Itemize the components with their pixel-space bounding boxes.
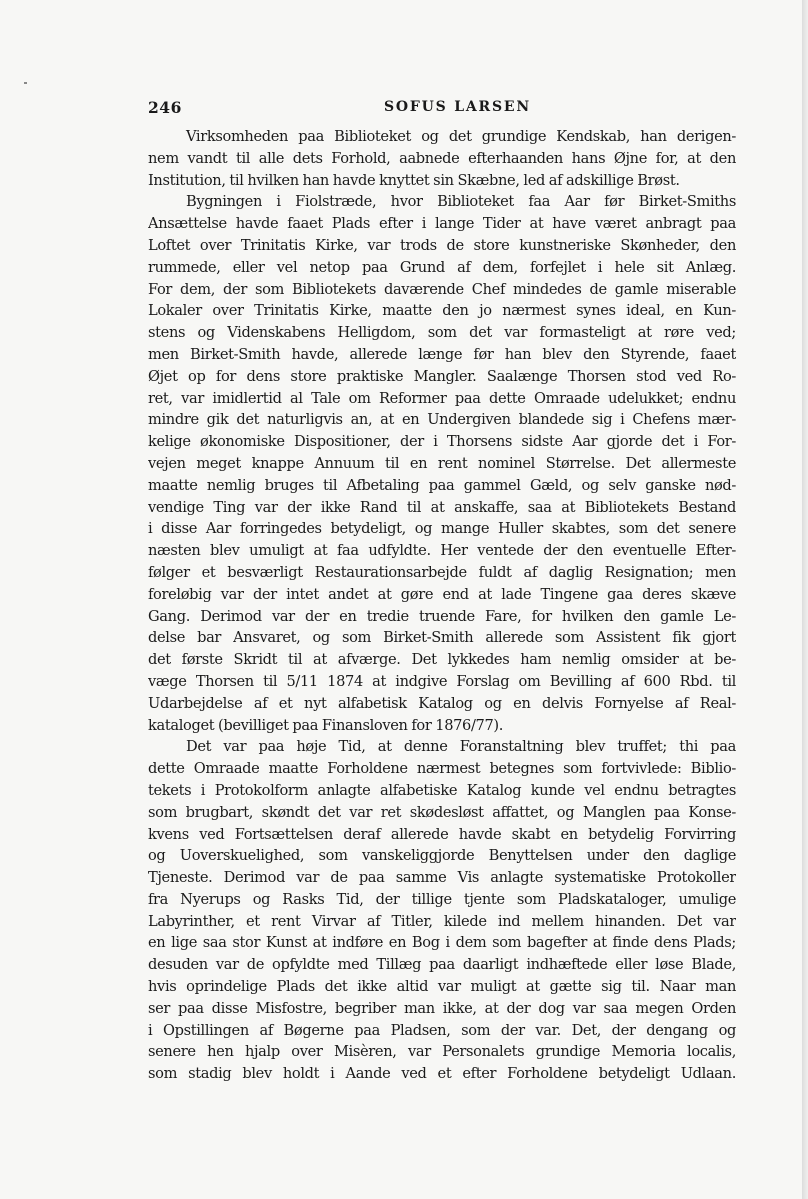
text-line: væge Thorsen til 5/11 1874 at indgive Forslag om Bevilling af 600 Rbd. til (148, 672, 736, 690)
running-head: SOFUS LARSEN (384, 99, 531, 115)
text-line: Virksomheden paa Biblioteket og det grundige Kendskab, han derigen- (186, 128, 736, 145)
text-line: i disse Aar forringedes betydeligt, og mange Huller skabtes, som det senere (148, 520, 736, 538)
text-line: kelige økonomiske Dispositioner, der i Thorsens sidste Aar gjorde det i For- (148, 433, 736, 451)
text-line: kataloget (bevilliget paa Finansloven for 1876/77). (148, 716, 504, 734)
text-line: og Uoverskuelighed, som vanskeliggjorde Benyttelsen under den daglige (148, 847, 736, 865)
page-edge (802, 0, 808, 1199)
text-line: Lokaler over Trinitatis Kirke, maatte den jo nærmest synes ideal, en Kun- (148, 302, 736, 320)
text-line: men Birket-Smith havde, allerede længe før han blev den Styrende, faaet (148, 345, 736, 363)
text-line: ret, var imidlertid al Tale om Reformer paa dette Omraade udelukket; endnu (148, 389, 736, 407)
text-line: vejen meget knappe Annuum til en rent nominel Størrelse. Det allermeste (148, 454, 736, 472)
text-line: Institution, til hvilken han havde knyttet sin Skæbne, led af adskillige Brøst. (148, 171, 680, 189)
text-line: Det var paa høje Tid, at denne Foranstaltning blev truffet; thi paa (186, 738, 736, 756)
text-line: Tjeneste. Derimod var de paa samme Vis anlagte systematiske Protokoller (148, 869, 736, 887)
text-line: Gang. Derimod var der en tredie truende Fare, for hvilken den gamle Le- (148, 607, 736, 625)
text-line: Loftet over Trinitatis Kirke, var trods de store kunstneriske Skønheder, den (148, 236, 736, 254)
text-line: Udarbejdelse af et nyt alfabetisk Katalog og en delvis Fornyelse af Real- (148, 694, 736, 712)
text-line: som brugbart, skøndt det var ret skødesløst affattet, og Manglen paa Konse- (148, 803, 736, 821)
text-line: senere hen hjalp over Misèren, var Personalets grundige Memoria localis, (148, 1043, 736, 1061)
text-line: tekets i Protokolform anlagte alfabetiske Katalog kunde vel endnu betragtes (148, 781, 736, 799)
text-line: foreløbig var der intet andet at gøre end at lade Tingene gaa deres skæve (148, 585, 736, 603)
body-text (148, 126, 736, 1085)
text-line: Ansættelse havde faaet Plads efter i lange Tider at have været anbragt paa (148, 215, 736, 233)
text-line: mindre gik det naturligvis an, at en Undergiven blandede sig i Chefens mær- (148, 411, 736, 429)
text-line: delse bar Ansvaret, og som Birket-Smith allerede som Assistent fik gjort (148, 629, 736, 647)
text-line: nem vandt til alle dets Forhold, aabnede efterhaanden hans Øjne for, at den (148, 149, 736, 167)
text-line: fra Nyerups og Rasks Tid, der tillige tjente som Pladskataloger, umulige (148, 890, 736, 908)
text-line: kvens ved Fortsættelsen deraf allerede havde skabt en betydelig Forvirring (148, 825, 736, 843)
text-line: det første Skridt til at afværge. Det lykkedes ham nemlig omsider at be- (148, 651, 736, 669)
text-line: ser paa disse Misfostre, begriber man ikke, at der dog var saa megen Orden (148, 999, 736, 1017)
text-line: Øjet op for dens store praktiske Mangler. Saalænge Thorsen stod ved Ro- (148, 367, 736, 385)
text-line: vendige Ting var der ikke Rand til at anskaffe, saa at Bibliotekets Bestand (148, 498, 736, 516)
text-line: følger et besværligt Restaurationsarbejde fuldt af daglig Resignation; men (148, 563, 736, 581)
text-line: Bygningen i Fiolstræde, hvor Biblioteket faa Aar før Birket-Smiths (186, 193, 736, 211)
text-line: næsten blev umuligt at faa udfyldte. Her ventede der den eventuelle Efter- (148, 542, 736, 560)
page-number: 246 (148, 98, 182, 117)
text-line: maatte nemlig bruges til Afbetaling paa gammel Gæld, og selv ganske nød- (148, 476, 736, 494)
text-line: rummede, eller vel netop paa Grund af dem, forfejlet i hele sit Anlæg. (148, 258, 736, 276)
text-line: som stadig blev holdt i Aande ved et efter Forholdene betydeligt Udlaan. (148, 1065, 736, 1083)
text-line: Labyrinther, et rent Virvar af Titler, kilede ind mellem hinanden. Det var (148, 912, 736, 930)
text-line: stens og Videnskabens Helligdom, som det var formasteligt at røre ved; (148, 324, 736, 342)
text-line: desuden var de opfyldte med Tillæg paa daarligt indhæftede eller løse Blade, (148, 956, 736, 974)
margin-mark (24, 82, 27, 84)
text-line: hvis oprindelige Plads det ikke altid var muligt at gætte sig til. Naar man (148, 978, 736, 996)
text-line: dette Omraade maatte Forholdene nærmest betegnes som fortvivlede: Biblio- (148, 760, 736, 778)
text-line: en lige saa stor Kunst at indføre en Bog i dem som bagefter at finde dens Plads; (148, 934, 736, 952)
page-header (148, 98, 736, 120)
text-line: For dem, der som Bibliotekets daværende Chef mindedes de gamle miserable (148, 280, 736, 298)
text-line: i Opstillingen af Bøgerne paa Pladsen, som der var. Det, der dengang og (148, 1021, 736, 1039)
